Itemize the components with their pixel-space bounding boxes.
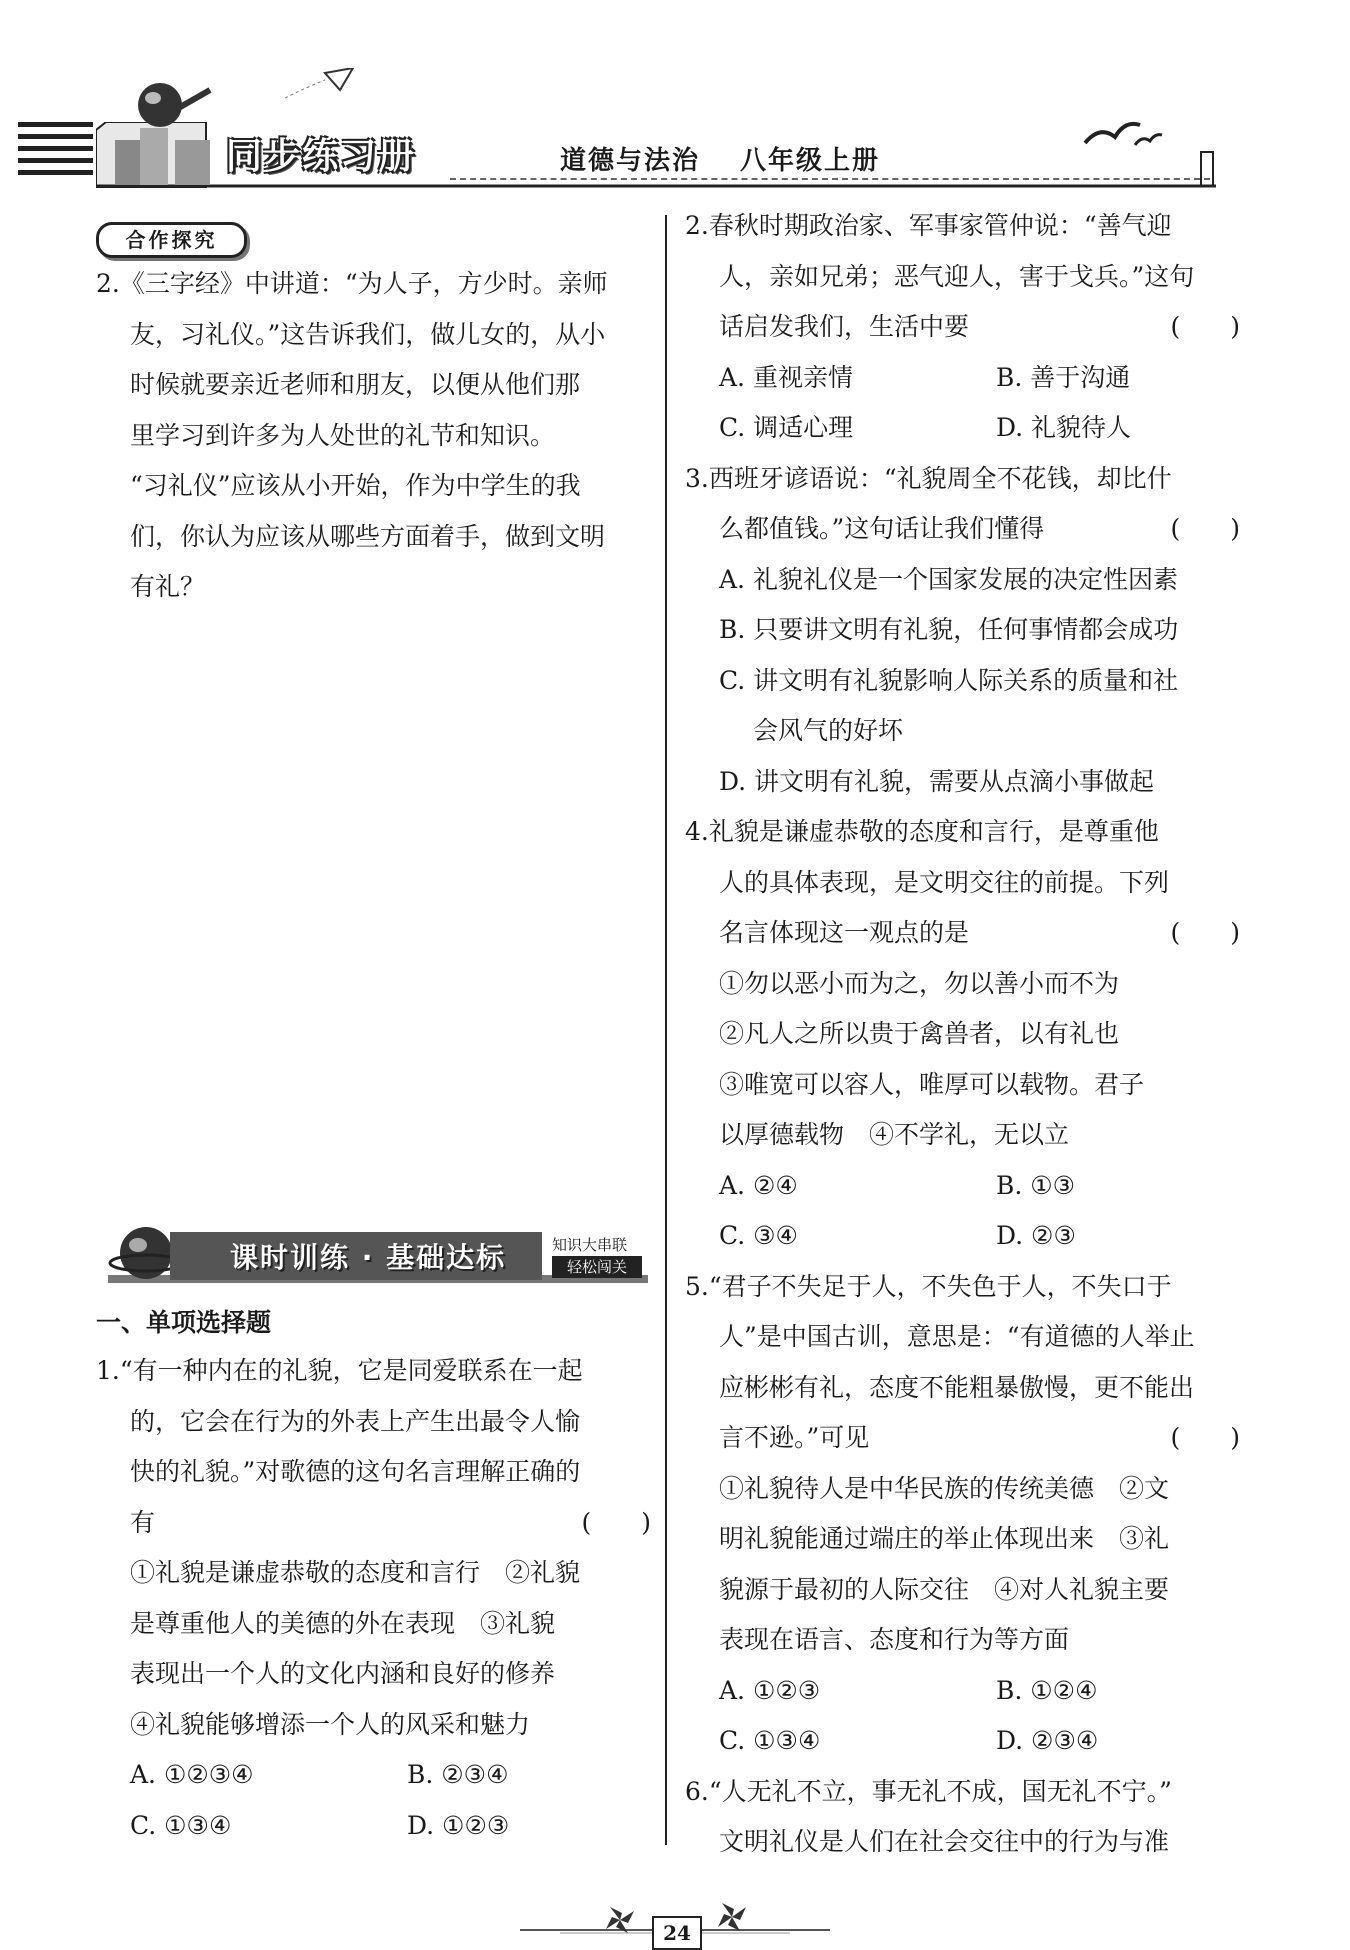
text-line xyxy=(685,1413,1240,1464)
text-line xyxy=(96,1498,651,1549)
banner-side-labels xyxy=(552,1234,642,1278)
option-b: B. ②③④ xyxy=(407,1760,509,1789)
text-line: 有礼？ xyxy=(130,572,206,601)
text-line: 友，习礼仪。”这告诉我们，做儿女的，从小 xyxy=(130,319,606,349)
text-line: 人”是中国古训，意思是：“有道德的人举止 xyxy=(719,1322,1195,1351)
pinwheel-icon xyxy=(600,1905,640,1935)
text-line: 6.“人无礼不立，事无礼不成，国无礼不宁。” xyxy=(685,1776,1172,1806)
option-c: C. ③④ xyxy=(719,1221,798,1250)
birds-icon xyxy=(1080,115,1170,155)
q1-stem-end: 有 xyxy=(130,1507,156,1537)
option-a: A. ①②③ xyxy=(719,1675,821,1705)
item-line: ①礼貌是谦虚恭敬的态度和言行 ②礼貌 xyxy=(130,1558,581,1587)
option-c: C. 讲文明有礼貌影响人际关系的质量和社 xyxy=(719,665,1179,695)
paper-plane-icon xyxy=(285,68,355,103)
text-line: 时候就要亲近老师和朋友，以便从他们那 xyxy=(130,370,581,399)
text-line: 5.“君子不失足于人，不失色于人，不失口于 xyxy=(685,1271,1172,1301)
option-a: A. 重视亲情 xyxy=(719,362,853,392)
option-b: B. 只要讲文明有礼貌，任何事情都会成功 xyxy=(719,615,1179,644)
option-d: D. 礼貌待人 xyxy=(996,413,1132,442)
answer-blank: ( ) xyxy=(1170,1423,1240,1452)
item-line: ④礼貌能够增添一个人的风采和魅力 xyxy=(130,1709,531,1739)
options-row xyxy=(96,1801,651,1852)
answer-blank: ( ) xyxy=(1170,918,1240,947)
pinwheel-icon xyxy=(712,1900,752,1934)
option-c: C. 调适心理 xyxy=(719,413,854,442)
left-question-1 xyxy=(96,1346,651,1851)
item-line: 表现出一个人的文化内涵和良好的修养 xyxy=(130,1659,556,1688)
subject-label: 道德与法治 xyxy=(560,146,701,176)
options-row xyxy=(685,1666,1240,1717)
options-row xyxy=(685,1211,1240,1262)
option-d: D. 讲文明有礼貌，需要从点滴小事做起 xyxy=(719,766,1155,796)
grade-label: 八年级上册 xyxy=(740,146,881,176)
options-row xyxy=(685,1161,1240,1212)
left-question-2 xyxy=(96,259,651,613)
globe-telescope-icon xyxy=(115,80,235,190)
item-line: 貌源于最初的人际交往 ④对人礼貌主要 xyxy=(719,1574,1170,1604)
header-stripes xyxy=(18,122,93,188)
option-c: C. ①③④ xyxy=(719,1726,821,1755)
text-line xyxy=(685,504,1240,555)
text-line: 应彬彬有礼，态度不能粗暴傲慢，更不能出 xyxy=(719,1372,1195,1402)
right-questions xyxy=(685,201,1240,1868)
item-line: 是尊重他人的美德的外在表现 ③礼貌 xyxy=(130,1608,556,1638)
text-line: 的，它会在行为的外表上产生出最令人愉 xyxy=(130,1406,581,1436)
banner-side-bottom: 轻松闯关 xyxy=(552,1256,642,1278)
item-line: ①礼貌待人是中华民族的传统美德 ②文 xyxy=(719,1473,1170,1503)
text-line: 4.礼貌是谦虚恭敬的态度和言行，是尊重他 xyxy=(685,817,1159,846)
answer-blank: ( ) xyxy=(1170,514,1240,543)
header-dashed-line xyxy=(450,178,1210,180)
item-line: ③唯宽可以容人，唯厚可以载物。君子 xyxy=(719,1069,1145,1099)
page-number: 24 xyxy=(652,1916,702,1950)
text-line: 们，你认为应该从哪些方面着手，做到文明 xyxy=(130,521,606,551)
options-row xyxy=(96,1750,651,1801)
option-c: C. ①③④ xyxy=(130,1810,232,1840)
option-b: B. ①③ xyxy=(996,1170,1076,1200)
option-b: B. ①②④ xyxy=(996,1675,1098,1705)
option-b: B. 善于沟通 xyxy=(996,362,1131,392)
answer-blank: ( ) xyxy=(1170,312,1240,341)
answer-blank: ( ) xyxy=(581,1507,651,1537)
book-title: 同步练习册 xyxy=(226,136,417,177)
section-badge: 合作探究 xyxy=(96,222,247,258)
text-line: 人，亲如兄弟；恶气迎人，害于戈兵。”这句 xyxy=(719,261,1195,291)
q3-stem-end: 么都值钱。”这句话让我们懂得 xyxy=(719,514,1045,543)
option-a: A. ①②③④ xyxy=(130,1760,254,1789)
text-line: 2.《三字经》中讲道：“为人子，方少时。亲师 xyxy=(96,269,608,298)
option-d: D. ②③ xyxy=(996,1221,1076,1250)
text-line: 快的礼貌。”对歌德的这句名言理解正确的 xyxy=(130,1457,581,1486)
options-row xyxy=(685,353,1240,404)
option-a: A. 礼貌礼仪是一个国家发展的决定性因素 xyxy=(719,564,1178,594)
options-row xyxy=(685,1716,1240,1767)
item-line: ②凡人之所以贵于禽兽者，以有礼也 xyxy=(719,1019,1120,1048)
text-line: 2.春秋时期政治家、军事家管仲说：“善气迎 xyxy=(685,211,1172,240)
q5-stem-end: 言不逊。”可见 xyxy=(719,1423,870,1452)
item-line: ①勿以恶小而为之，勿以善小而不为 xyxy=(719,968,1120,998)
option-d: D. ①②③ xyxy=(407,1810,510,1840)
item-line: 明礼貌能通过端庄的举止体现出来 ③礼 xyxy=(719,1524,1170,1553)
options-row xyxy=(685,403,1240,454)
column-divider xyxy=(665,215,667,1845)
text-line: 1.“有一种内在的礼貌，它是同爱联系在一起 xyxy=(96,1356,583,1385)
banner-side-top: 知识大串联 xyxy=(552,1236,628,1254)
section-heading: 一、单项选择题 xyxy=(96,1308,272,1337)
item-line: 表现在语言、态度和行为等方面 xyxy=(719,1625,1070,1654)
option-d: D. ②③④ xyxy=(996,1726,1099,1755)
q2-stem-end: 话启发我们，生活中要 xyxy=(719,312,970,341)
text-line: “习礼仪”应该从小开始，作为中学生的我 xyxy=(130,471,581,500)
option-c-continued: 会风气的好坏 xyxy=(753,716,904,745)
q4-stem-end: 名言体现这一观点的是 xyxy=(719,918,970,947)
text-line: 里学习到许多为人处世的礼节和知识。 xyxy=(130,420,556,450)
text-line: 文明礼仪是人们在社会交往中的行为与准 xyxy=(719,1827,1170,1856)
option-a: A. ②④ xyxy=(719,1170,798,1200)
text-line: 人的具体表现，是文明交往的前提。下列 xyxy=(719,867,1170,897)
text-line xyxy=(685,908,1240,959)
item-line: 以厚德载物 ④不学礼，无以立 xyxy=(719,1120,1070,1149)
text-line xyxy=(685,302,1240,353)
text-line: 3.西班牙谚语说：“礼貌周全不花钱，却比什 xyxy=(685,463,1172,493)
banner-title: 课时训练 · 基础达标 xyxy=(230,1241,507,1274)
